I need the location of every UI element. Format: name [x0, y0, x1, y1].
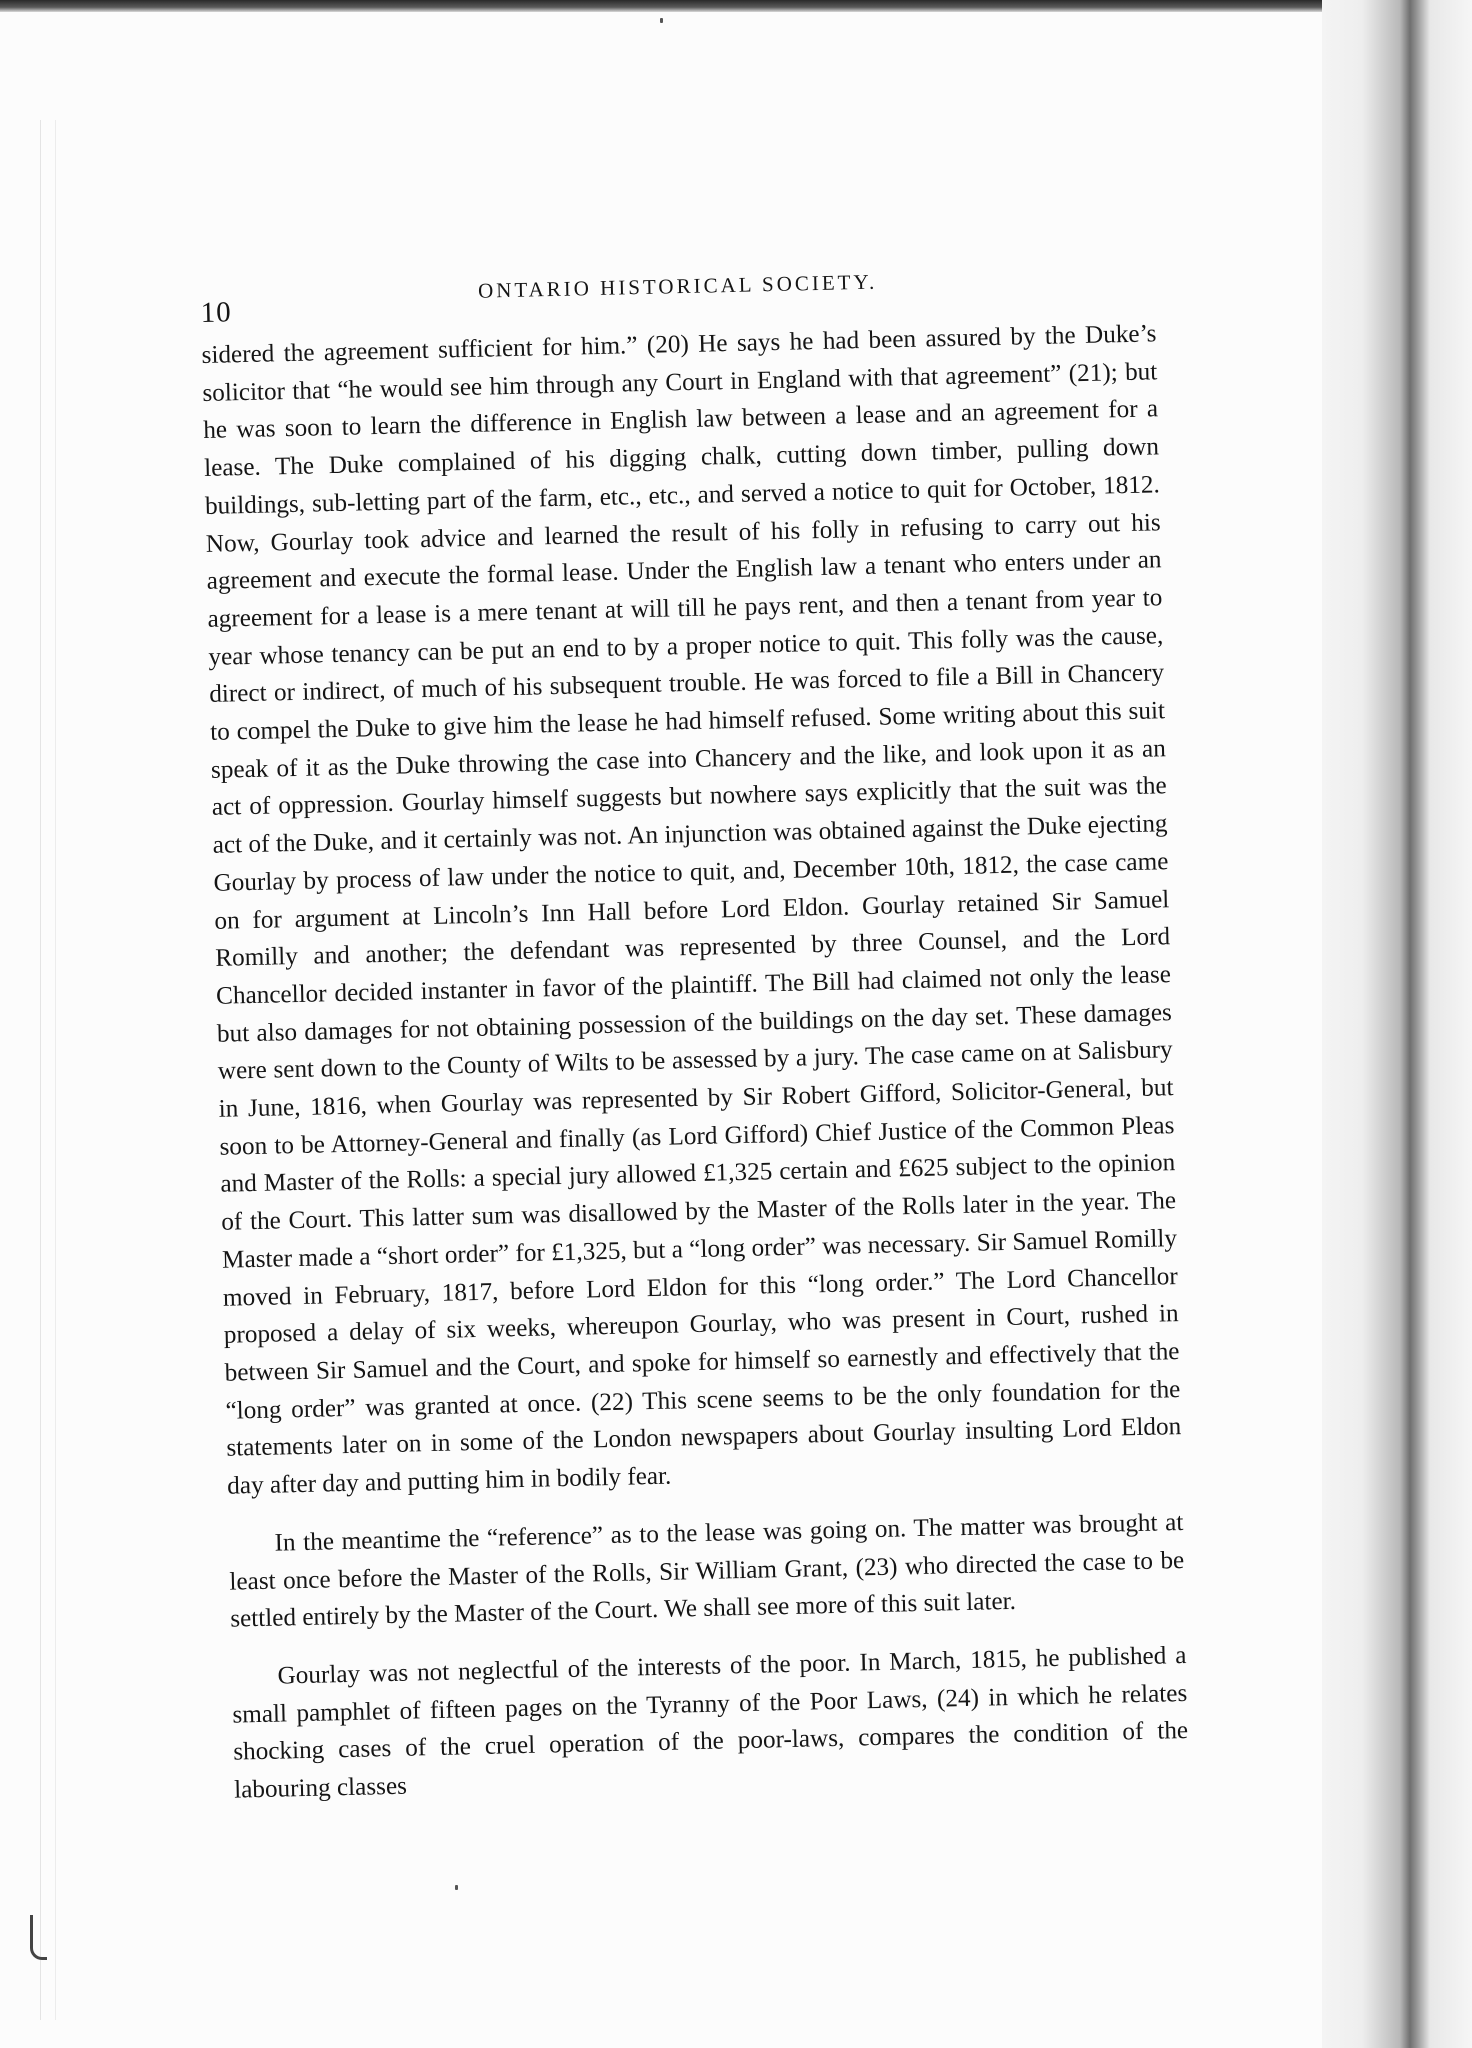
dust-speck [455, 1885, 458, 1890]
dust-speck [660, 18, 663, 23]
top-scan-edge [0, 0, 1472, 12]
running-head-title: ONTARIO HISTORICAL SOCIETY. [477, 269, 878, 303]
paragraph: In the meantime the “reference” as to the lease was going on. The matter was brought at least once before the Master of the Rolls, Sir William Grant, (23) who directed the case to be settled entirely by the Master of the Court. We shall see more of this suit later. [229, 1508, 1185, 1633]
paragraph: sidered the agreement sufficient for him.” (20) He says he had been assured by the Duke’s solicitor that “he would see him through any Court in England with that agreement” (21); but he was soon to learn the difference in English law between a lease and an agreement for a lease. The Duke complained of his digging chalk, cutting down timber, pulling down buildings, sub-letting part of the farm, etc., etc., and served a notice to quit for October, 1812. Now, Gourlay took advice and learned the result of his folly in refusing to carry out his agreement and execute the formal lease. Under the English law a tenant who enters under an agreement for a lease is a mere tenant at will till he pays rent, and then a tenant from year to year whose tenancy can be put an end to by a proper notice to quit. This folly was the cause, direct or indirect, of much of his subsequent trouble. He was forced to file a Bill in Chancery to compel the Duke to give him the lease he had himself refused. Some writing about this suit speak of it as the Duke throwing the case into Chancery and the like, and look upon it as an act of oppression. Gourlay himself suggests but nowhere says explicitly that the suit was the act of the Duke, and it certainly was not. An injunction was obtained against the Duke ejecting Gourlay by process of law under the notice to quit, and, December 10th, 1812, the case came on for argument at Lincoln’s Inn Hall before Lord Eldon. Gourlay retained Sir Samuel Romilly and another; the defendant was represented by three Counsel, and the Lord Chancellor decided instanter in favor of the plaintiff. The Bill had claimed not only the lease but also damages for not obtaining possession of the buildings on the day set. These damages were sent down to the County of Wilts to be assessed by a jury. The case came on at Salisbury in June, 1816, when Gourlay was represented by Sir Robert Gifford, Solicitor-General, but soon to be Attorney-General and finally (as Lord Gifford) Chief Justice of the Common Pleas and Master of the Rolls: a special jury allowed £1,325 certain and £625 subject to the opinion of the Court. This latter sum was disallowed by the Master of the Rolls later in the year. The Master made a “short order” for £1,325, but a “long order” was necessary. Sir Samuel Romilly moved in February, 1817, before Lord Eldon for this “long order.” The Lord Chancellor proposed a delay of six weeks, whereupon Gourlay, who was present in Court, rushed in between Sir Samuel and the Court, and spoke for himself so earnestly and effectively that the “long order” was granted at once. (22) This scene seems to be the only foundation for the statements later on in some of the London newspapers about Gourlay insulting Lord Eldon day after day and putting him in bodily fear. [201, 320, 1182, 1500]
left-page-edges [40, 120, 56, 2020]
book-page [200, 263, 1189, 1809]
book-spine-shadow [1322, 0, 1472, 2048]
page-number: 10 [200, 296, 232, 329]
paragraph: Gourlay was not neglectful of the interests of the poor. In March, 1815, he published a small pamphlet of fifteen pages on the Tyranny of the Poor Laws, (24) in which he relates shocking cases of the cruel operation of the poor-laws, compares the condition of the labouring classes [232, 1641, 1189, 1804]
binding-mark [30, 1915, 47, 1960]
body-text [201, 315, 1189, 1809]
